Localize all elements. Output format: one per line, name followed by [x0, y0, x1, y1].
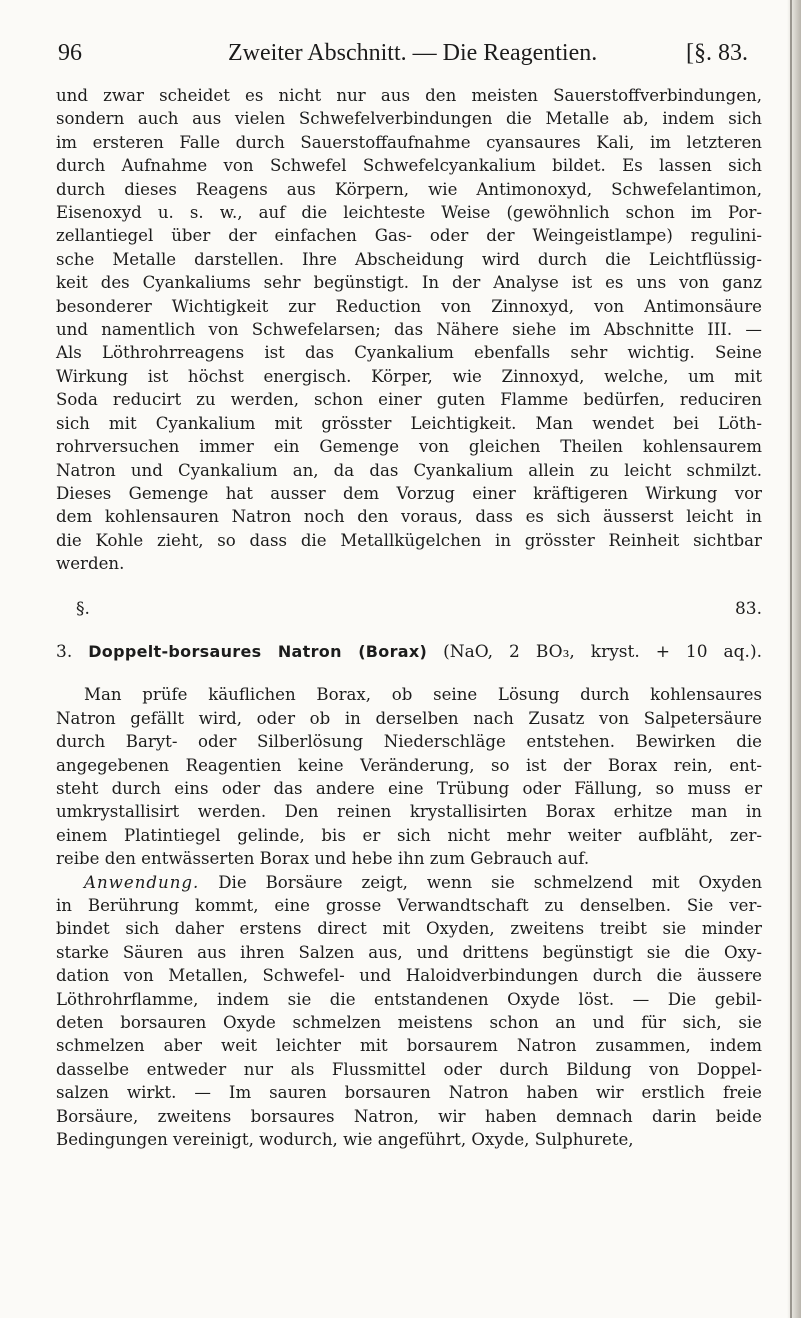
line-text: Bedingungen vereinigt, wodurch, wie angeführt, Oxyde, Sulphurete,: [56, 1130, 634, 1150]
text-line: [56, 84, 762, 107]
heading-name: Doppelt-borsaures Natron (Borax): [88, 641, 428, 661]
text-line: [56, 154, 762, 177]
paragraph-borax-preparation: [56, 683, 762, 870]
text-line: [56, 964, 762, 987]
paragraph-cyankalium: [56, 84, 762, 576]
running-header: [58, 40, 748, 74]
text-line: [56, 365, 762, 388]
page-number: 96: [58, 40, 82, 66]
text-line: [56, 988, 762, 1011]
line-text: keit des Cyankaliums sehr begünstigt. In der Analyse ist es uns von ganz: [56, 273, 762, 293]
line-text: Eisenoxyd u. s. w., auf die leichteste Weise (gewöhnlich schon im Por-: [56, 203, 762, 223]
line-text: Löthrohrflamme, indem sie die entstandenen Oxyde löst. — Die gebil-: [56, 989, 762, 1009]
text-line: [56, 917, 762, 940]
text-line: [56, 847, 762, 870]
text-line: [56, 941, 762, 964]
page-body: [56, 84, 762, 1151]
paragraph-anwendung: [56, 871, 762, 1152]
text-line: [56, 529, 762, 552]
line-text: angegebenen Reagentien keine Veränderung, so ist der Borax rein, ent-: [56, 755, 762, 775]
line-text: Natron und Cyankalium an, da das Cyankalium allein zu leicht schmilzt.: [56, 460, 762, 480]
text-line: [56, 871, 762, 894]
line-text: sche Metalle darstellen. Ihre Abscheidung wird durch die Leichtflüssig-: [56, 249, 762, 269]
spacer: [56, 621, 762, 640]
text-line: [56, 318, 762, 341]
text-line: [56, 730, 762, 753]
text-line: [56, 1058, 762, 1081]
page-edge-line: [790, 0, 792, 1318]
text-line: [56, 224, 762, 247]
spacer: [56, 576, 762, 598]
text-line: [56, 552, 762, 575]
line-text: durch dieses Reagens aus Körpern, wie Antimonoxyd, Schwefelantimon,: [56, 179, 762, 199]
line-text: salzen wirkt. — Im sauren borsauren Natron haben wir erstlich freie: [56, 1083, 762, 1103]
text-line: [56, 505, 762, 528]
line-text: Natron gefällt wird, oder ob in derselben nach Zusatz von Salpetersäure: [56, 708, 762, 728]
section-reference: [§. 83.: [686, 40, 748, 66]
text-line: [56, 295, 762, 318]
line-text: und namentlich von Schwefelarsen; das Nähere siehe im Abschnitte III. —: [56, 320, 762, 340]
text-line: [56, 894, 762, 917]
line-text: Wirkung ist höchst energisch. Körper, wie Zinnoxyd, welche, um mit: [56, 366, 762, 386]
line-text: in Berührung kommt, eine grosse Verwandtschaft zu denselben. Sie ver-: [56, 896, 762, 915]
text-line: [56, 1081, 762, 1104]
text-line: [56, 824, 762, 847]
line-text: sich mit Cyankalium mit grösster Leichtigkeit. Man wendet bei Löth-: [56, 413, 762, 433]
line-text: steht durch eins oder das andere eine Trübung oder Fällung, so muss er: [56, 778, 762, 798]
line-text: durch Baryt- oder Silberlösung Niederschläge entstehen. Bewirken die: [56, 732, 762, 752]
text-line: [56, 341, 762, 364]
text-line: [56, 1011, 762, 1034]
heading-number: 3.: [56, 641, 73, 662]
anwendung-label: Anwendung.: [84, 872, 200, 892]
line-text: Als Löthrohrreagens ist das Cyankalium ebenfalls sehr wichtig. Seine: [56, 343, 762, 363]
line-text: durch Aufnahme von Schwefel Schwefelcyankalium bildet. Es lassen sich: [56, 156, 762, 176]
text-line: [56, 107, 762, 130]
text-line: [56, 1034, 762, 1057]
text-line: [56, 412, 762, 435]
text-line: [56, 178, 762, 201]
line-text: schmelzen aber weit leichter mit borsaurem Natron zusammen, indem: [56, 1036, 762, 1056]
line-text: zellantiegel über der einfachen Gas- oder der Weingeistlampe) regulini-: [56, 226, 762, 246]
line-text: sondern auch aus vielen Schwefelverbindungen die Metalle ab, indem sich: [56, 109, 762, 129]
line-text: umkrystallisirt werden. Den reinen krystallisirten Borax erhitze man in: [56, 802, 762, 822]
section-number: §. 83.: [76, 598, 762, 619]
text-line: [56, 683, 762, 706]
line-text: starke Säuren aus ihren Salzen aus, und drittens begünstigt sie die Oxy-: [56, 942, 762, 962]
heading-formula: (NaO, 2 BO₃, kryst. + 10 aq.).: [443, 641, 762, 662]
text-line: [56, 271, 762, 294]
text-line: [56, 777, 762, 800]
text-line: [56, 1105, 762, 1128]
line-text: reibe den entwässerten Borax und hebe ihn zum Gebrauch auf.: [56, 849, 590, 869]
text-line: [56, 201, 762, 224]
line-text: Soda reducirt zu werden, schon einer guten Flamme bedürfen, reduciren: [56, 390, 762, 410]
text-line: [56, 435, 762, 458]
spacer: [56, 664, 762, 683]
text-line: [56, 1128, 762, 1151]
text-line: [56, 388, 762, 411]
text-line: [56, 131, 762, 154]
text-line: [56, 248, 762, 271]
line-text: Man prüfe käuflichen Borax, ob seine Lösung durch kohlensaures: [84, 685, 762, 705]
line-text: dasselbe entweder nur als Flussmittel oder durch Bildung von Doppel-: [56, 1059, 762, 1079]
line-text: besonderer Wichtigkeit zur Reduction von Zinnoxyd, von Antimonsäure: [56, 296, 762, 316]
line-text: werden.: [56, 554, 125, 574]
line-text: die Kohle zieht, so dass die Metallkügelchen in grösster Reinheit sichtbar: [56, 530, 762, 550]
anwendung-first-line: Die Borsäure zeigt, wenn sie schmelzend mit Oxyden: [218, 872, 763, 892]
line-text: bindet sich daher erstens direct mit Oxyden, zweitens treibt sie minder: [56, 919, 762, 939]
line-text: dem kohlensauren Natron noch den voraus, dass es sich äusserst leicht in: [56, 507, 762, 527]
text-line: [56, 482, 762, 505]
line-text: im ersteren Falle durch Sauerstoffaufnahme cyansaures Kali, im letzteren: [56, 132, 762, 152]
line-text: dation von Metallen, Schwefel- und Haloidverbindungen durch die äussere: [56, 966, 762, 986]
text-line: [56, 459, 762, 482]
line-text: und zwar scheidet es nicht nur aus den meisten Sauerstoffverbindungen,: [56, 86, 762, 105]
line-text: rohrversuchen immer ein Gemenge von gleichen Theilen kohlensaurem: [56, 437, 762, 457]
line-text: Borsäure, zweitens borsaures Natron, wir haben demnach darin beide: [56, 1106, 762, 1126]
text-line: [56, 754, 762, 777]
text-line: [56, 707, 762, 730]
section-heading: [56, 640, 762, 664]
line-text: einem Platintiegel gelinde, bis er sich nicht mehr weiter aufbläht, zer-: [56, 825, 762, 845]
line-text: Dieses Gemenge hat ausser dem Vorzug einer kräftigeren Wirkung vor: [56, 483, 762, 503]
running-title: Zweiter Abschnitt. — Die Reagentien.: [228, 40, 598, 66]
text-line: [56, 800, 762, 823]
line-text: deten borsauren Oxyde schmelzen meistens schon an und für sich, sie: [56, 1013, 762, 1033]
